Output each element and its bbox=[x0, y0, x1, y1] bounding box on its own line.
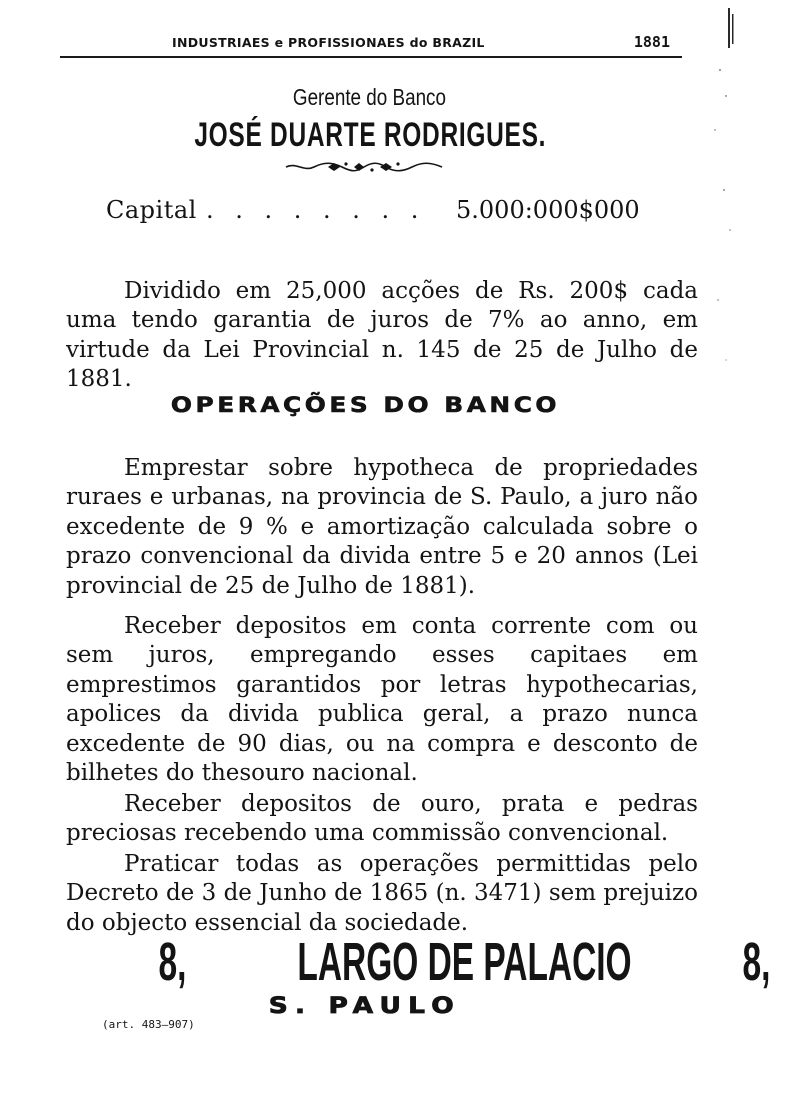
capital-leader-dots: . . . . . . . . bbox=[206, 196, 426, 224]
section-heading-operations: OPERAÇÕES DO BANCO bbox=[170, 393, 561, 417]
running-header bbox=[60, 30, 682, 58]
paragraph-shares: Dividido em 25,000 acções de Rs. 200$ cada uma tendo garantia de juros de 7% ao anno, em virtude da Lei Provincial n. 145 de 25 de Julho de 1881. bbox=[66, 278, 698, 393]
capital-label: Capital bbox=[106, 196, 197, 224]
page-edge-noise bbox=[706, 0, 736, 1116]
capital-value: 5.000:000$000 bbox=[456, 196, 640, 224]
address-city: S. PAULO bbox=[268, 994, 461, 1019]
paragraph-other-operations: Praticar todas as operações permittidas pelo Decreto de 3 de Junho de 1865 (n. 3471) sem prejuizo do objecto essencial da sociedade. bbox=[66, 851, 698, 936]
manager-label: Gerente do Banco bbox=[292, 84, 446, 110]
address-street: LARGO DE PALACIO bbox=[297, 932, 632, 992]
paragraph-deposits: Receber depositos em conta corrente com ou sem juros, empregando esses capitaes em emprestimos garantidos por letras hypothecarias, apolices da divida publica geral, a prazo nunca excedente de 90 dias, ou na compra e desconto de bilhetes do thesouro nacional. bbox=[66, 613, 698, 787]
ornament-divider bbox=[284, 160, 444, 174]
address-number-right: 8, bbox=[742, 932, 771, 992]
address-number-left: 8, bbox=[158, 932, 187, 992]
header-year: 1881 bbox=[633, 33, 670, 51]
article-reference: (art. 483—907) bbox=[102, 1018, 195, 1031]
manager-name: JOSÉ DUARTE RODRIGUES. bbox=[194, 116, 547, 154]
paragraph-loans: Emprestar sobre hypotheca de propriedades ruraes e urbanas, na provincia de S. Paulo, a juro não excedente de 9 % e amortização calculada sobre o prazo convencional da divida entre 5 e 20 annos (Lei provincial de 25 de Julho de 1881). bbox=[66, 455, 698, 599]
paragraph-valuables: Receber depositos de ouro, prata e pedras preciosas recebendo uma commissão convencional. bbox=[66, 791, 698, 847]
header-title: INDUSTRIAES e PROFISSIONAES do BRAZIL bbox=[172, 35, 485, 50]
address-line bbox=[150, 932, 771, 992]
